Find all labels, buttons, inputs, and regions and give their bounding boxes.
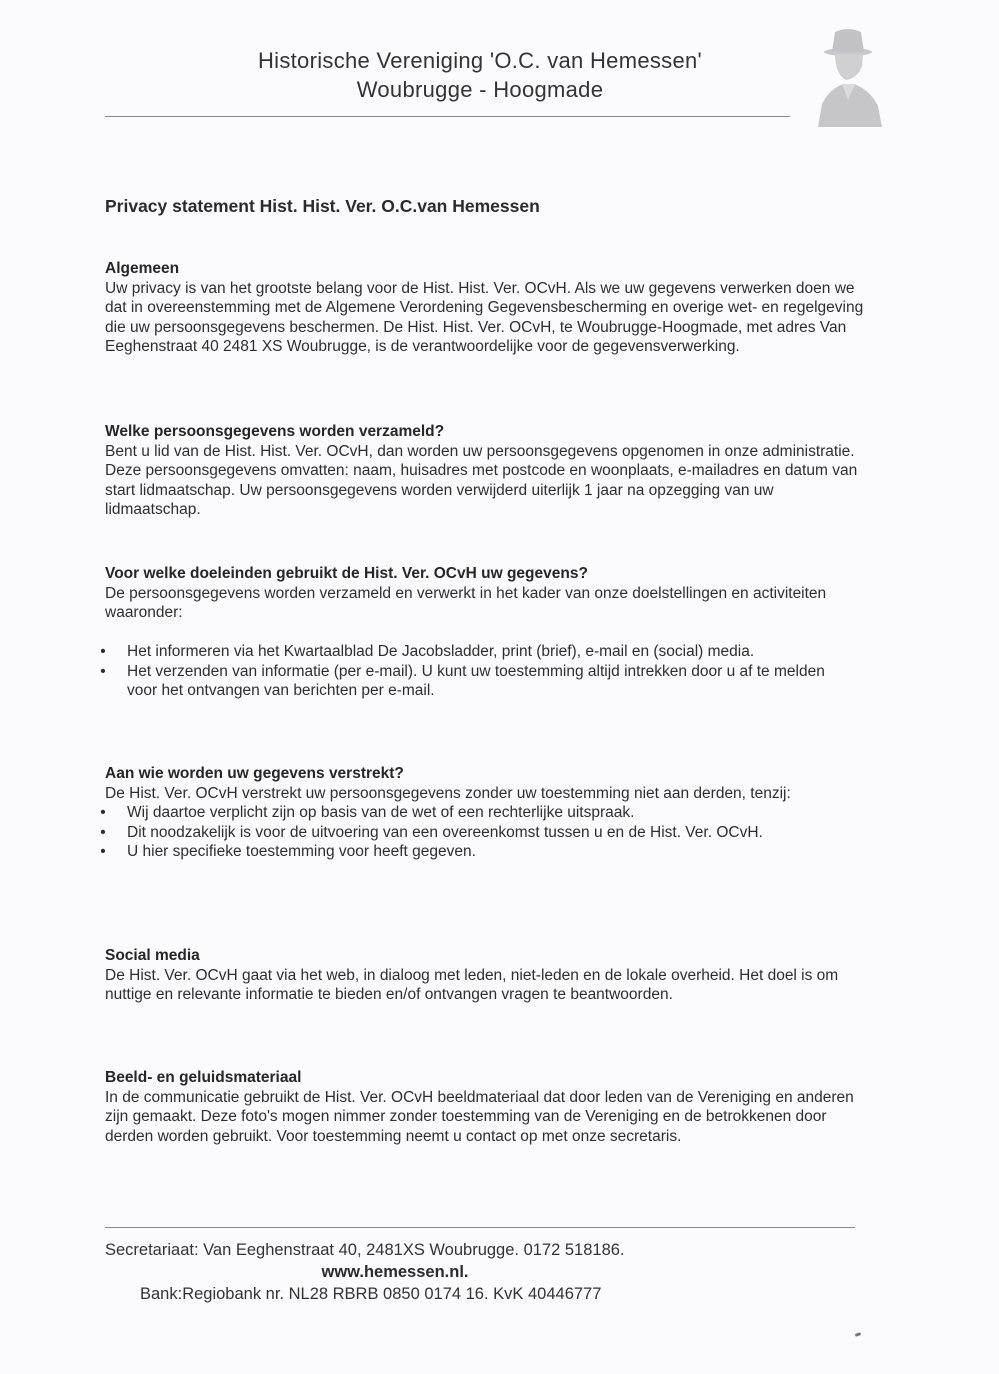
section-body: De Hist. Ver. OCvH gaat via het web, in dialoog met leden, niet-leden en de lokale overheid. Het doel is om nuttige en relevante informatie te bieden en/of ontvangen vragen te beantwoorden.	[105, 966, 839, 1003]
section-body: In de communicatie gebruikt de Hist. Ver. OCvH beeldmateriaal dat door leden van de Vereniging en anderen zijn gemaakt. Deze foto's mogen nimmer zonder toestemming van de Vereniging en de betrokkenen door derden worden gebruikt. Voor toestemming neemt u contact op met onze secretaris.	[105, 1088, 854, 1145]
bullet-glyph: •	[100, 823, 106, 841]
bullet-list	[96, 642, 856, 701]
section-body: Bent u lid van de Hist. Hist. Ver. OCvH, dan worden uw persoonsgegevens opgenomen in onze administratie. Deze persoonsgegevens omvatten: naam, huisadres met postcode en woonplaats, e-mailadres en datum van start lidmaatschap. Uw persoonsgegevens worden verwijderd uiterlijk 1 jaar na opzegging van uw lidmaatschap.	[105, 442, 858, 518]
section-heading: Welke persoonsgegevens worden verzameld?	[105, 423, 445, 440]
bullet-glyph: •	[100, 804, 106, 821]
footer-address: Secretariaat: Van Eeghenstraat 40, 2481XS Woubrugge. 0172 518186.	[105, 1241, 625, 1259]
header-divider	[105, 116, 790, 117]
section-heading: Social media	[105, 947, 200, 964]
footer-bank-details: Bank:Regiobank nr. NL28 RBRB 0850 0174 16. KvK 40446777	[140, 1285, 602, 1303]
document-title: Privacy statement Hist. Hist. Ver. O.C.van Hemessen	[105, 196, 540, 216]
list-item	[96, 803, 856, 823]
list-item-text: U hier specifieke toestemming voor heeft gegeven.	[127, 843, 476, 860]
bullet-glyph: •	[100, 662, 106, 680]
organization-name: Historische Vereniging 'O.C. van Hemessen'	[257, 48, 703, 73]
section-doeleinden	[100, 564, 865, 701]
section-body: De persoonsgegevens worden verzameld en verwerkt in het kader van onze doelstellingen en activiteiten waaronder:	[105, 584, 827, 621]
section-body: Uw privacy is van het grootste belang voor de Hist. Hist. Ver. OCvH. Als we uw gegevens verwerken doen we dat in overeenstemming met de Algemene Verordening Gegevensbescherming en overige wet- en regelgeving die uw persoonsgegevens beschermen. De Hist. Hist. Ver. OCvH, te Woubrugge-Hoogmade, met adres Van Eeghenstraat 40 2481 XS Woubrugge, is de verantwoordelijke voor de gegevensverwerking.	[105, 279, 864, 355]
bullet-glyph: •	[100, 843, 106, 860]
section-heading: Algemeen	[105, 260, 180, 277]
bullet-list	[96, 803, 856, 862]
scan-speck	[855, 1332, 862, 1337]
portrait-logo	[808, 22, 888, 127]
list-item	[96, 662, 856, 701]
section-social-media	[105, 946, 865, 1005]
list-item-text: Het informeren via het Kwartaalblad De Jacobsladder, print (brief), e-mail en (social) media.	[127, 643, 755, 660]
bullet-glyph: •	[100, 643, 106, 660]
footer-divider	[105, 1227, 855, 1228]
section-algemeen	[105, 259, 865, 357]
section-heading: Beeld- en geluidsmateriaal	[105, 1069, 302, 1086]
list-item	[96, 842, 856, 862]
list-item	[96, 823, 856, 843]
section-verstrekt	[100, 764, 865, 862]
list-item-text: Het verzenden van informatie (per e-mail). U kunt uw toestemming altijd intrekken door u af te melden voor het ontvangen van berichten per e-mail.	[127, 662, 825, 699]
section-heading: Aan wie worden uw gegevens verstrekt?	[105, 765, 404, 782]
footer-website: www.hemessen.nl.	[321, 1263, 469, 1281]
letterhead	[0, 0, 999, 130]
section-welke-persoonsgegevens	[105, 422, 865, 520]
list-item-text: Dit noodzakelijk is voor de uitvoering van een overeenkomst tussen u en de Hist. Ver. OCvH.	[127, 823, 763, 841]
list-item	[96, 642, 856, 662]
organization-location: Woubrugge - Hoogmade	[356, 77, 604, 102]
section-beeld-geluid	[105, 1068, 865, 1146]
section-body: De Hist. Ver. OCvH verstrekt uw persoonsgegevens zonder uw toestemming niet aan derden, tenzij:	[105, 784, 791, 802]
section-heading: Voor welke doeleinden gebruikt de Hist. Ver. OCvH uw gegevens?	[105, 565, 588, 582]
list-item-text: Wij daartoe verplicht zijn op basis van de wet of een rechterlijke uitspraak.	[127, 804, 635, 821]
